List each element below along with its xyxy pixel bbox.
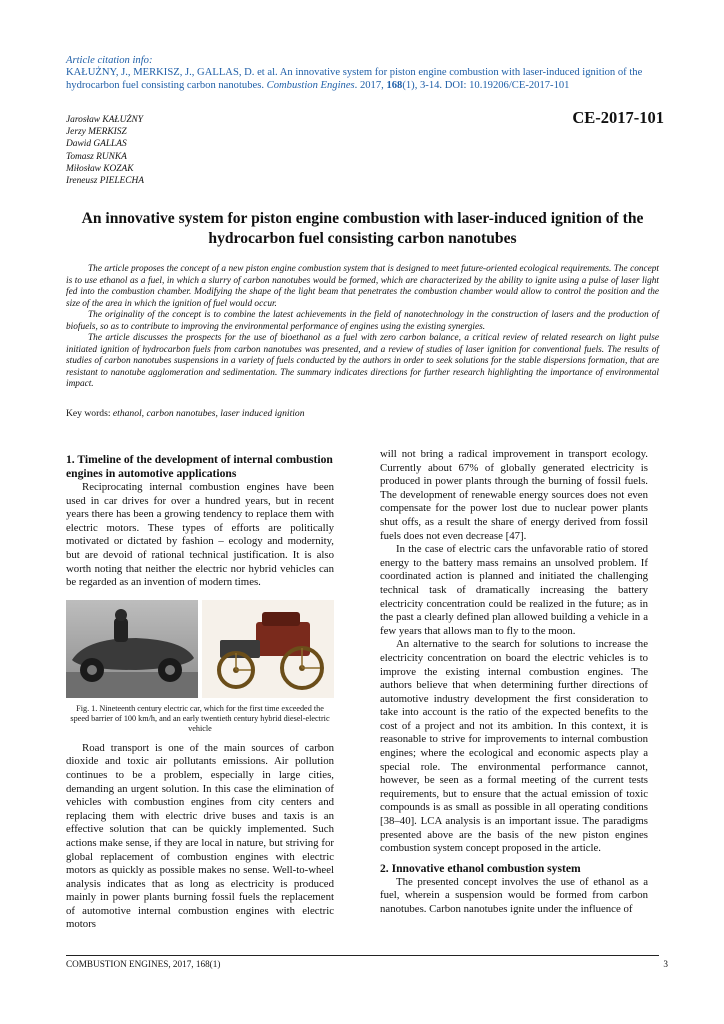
abstract-paragraph: The article discusses the prospects for the use of bioethanol as a fuel with zero carbon balance, a critical review of related research on light pulse initiated ignition of hydrocarbon fuels from carbon nanotubes was presented, and a review of studies of laser ignition for conventional fuels. The results of studies of carbon nanotubes suspensions in a variety of fuels conducted by the authors in order to seek solutions for the stable dispersions formation, that are resistant to nanotube agglomeration and sedimentation. The summary indicates directions for further research highlighting the importance of environmental impact. xyxy=(66,333,659,389)
footer-rule xyxy=(66,955,659,956)
body-paragraph: In the case of electric cars the unfavorable ratio of stored energy to the battery mass remains an unsolved problem. If coordinated action is planned and initiated the challenging technical task of dramatically increasing the battery electricity concentration could be realized in the future; as in the past a clearly defined plan allowed building a vehicle in a few years that allows man to fly to the moon. xyxy=(380,543,648,637)
section-heading: 1. Timeline of the development of internal combustion engines in automotive applications xyxy=(66,453,333,480)
keywords-label: Key words: xyxy=(66,408,113,419)
abstract xyxy=(66,264,659,391)
author: Dawid GALLAS xyxy=(66,139,127,150)
body-paragraph: Reciprocating internal combustion engines have been used in car drives for over a hundred years, but in recent years there has been a growing tendency to replace them with electric motors. These types of efforts are politically motivated or dictated by fashion – ecology and modernity, but are devoid of rational technical justification. It is also worth noting that neither the electric nor hybrid vehicles can be regarded as an invention of modern times. xyxy=(66,481,334,589)
citation-text xyxy=(66,67,666,92)
page-number: 3 xyxy=(663,959,668,969)
abstract-paragraph: The originality of the concept is to combine the latest achievements in the field of nanotechnology in the construction of lasers and the production of biofuels, so as to contribute to improving the environmental performance of engines using the existing synergies. xyxy=(66,310,659,332)
author: Jarosław KAŁUŻNY xyxy=(66,115,144,125)
figure-1 xyxy=(66,600,334,698)
figure-caption: Fig. 1. Nineteenth century electric car, which for the first time exceeded the speed barrier of 100 km/h, and an early twentieth century hybrid diesel-electric vehicle xyxy=(70,703,330,733)
citation-authors-title: KAŁUŻNY, J., MERKISZ, J., GALLAS, D. et al. An innovative system for piston engine combustion with laser-induced ignition of the hydrocarbon fuel consisting carbon nanotubes. xyxy=(66,67,643,91)
author: Miłosław KOZAK xyxy=(66,163,134,174)
abstract-paragraph: The article proposes the concept of a new piston engine combustion system that is designed to meet future-oriented ecological requirements. The concept is to use ethanol as a fuel, in which a slurry of carbon nanotubes would be formed, which are characterized by the ability to ignite using a pulse of laser light fed into the combustion chamber. Modifying the shape of the light beam that penetrates the combustion chamber would allow to control the position and the size of the area in which the ignition of fuel would occur. xyxy=(66,264,659,309)
author: Ireneusz PIELECHA xyxy=(66,176,145,187)
footer-journal: COMBUSTION ENGINES, 2017, 168(1) xyxy=(66,959,221,969)
body-paragraph: Road transport is one of the main sources of carbon dioxide and toxic air pollutants emissions. Air pollution continues to be a problem, especially in large cities, demanding an urgent solution. In this case the elimination of vehicles with combustion engines from city centers and replacing them with electric drive buses and taxis is an effective solution that can be quickly implemented. Such actions make sense, if they are local in nature, but striving for global replacement of combustion engines with electric motors as quickly as possible makes no sense. Well-to-wheel analysis indicates that as long as electricity is produced mainly in power plants burning fossil fuels the replacement of automotive internal combustion engines with electric motors xyxy=(66,741,334,931)
citation-year: . 2017, xyxy=(354,79,384,91)
keywords-value: ethanol, carbon nanotubes, laser induced ignition xyxy=(112,408,305,419)
left-column xyxy=(66,453,334,932)
author: Jerzy MERKISZ xyxy=(66,127,127,138)
author-list xyxy=(66,114,144,187)
citation-doi: (1), 3-14. DOI: 10.19206/CE-2017-101 xyxy=(402,79,570,91)
section-heading: 2. Innovative ethanol combustion system xyxy=(380,861,581,875)
paper-id: CE-2017-101 xyxy=(572,108,664,127)
citation-block xyxy=(66,55,666,92)
body-paragraph: will not bring a radical improvement in transport ecology. Currently about 67% of globally generated electricity is produced in power plants through the burning of fossil fuels. The development of renewable energy sources does not even compensate for the power lost due to nuclear power plants shut offs, as a result the share of energy derived from fossil fuels does not even decrease [47]. xyxy=(380,448,648,542)
paper-title: An innovative system for piston engine combustion with laser-induced ignition of the hydrocarbon fuel consisting carbon nanotubes xyxy=(81,210,644,247)
electric-car-photo xyxy=(66,600,198,698)
body-paragraph: An alternative to the search for solutions to increase the electricity concentration on board the electric vehicles is to improve the existing internal combustion engines. The authors believe that when determining further directions of automotive industry development the first consideration to take into account is the ratio of the expected benefits to the cost of a project and not its ambition. In this context, it is reasonable to strive for improvements to internal combustion engines; where the ecological and economic aspects play a special role. The environmental performance cannot, however, be seen as a formal meeting of the current tests requirements, but to ensure that the actual emission of toxic compounds is as small as possible in all operating conditions [38–40]. LCA analysis is an important issue. The paradigms presented above are the basis of the new piston engines combustion system concept proposed in the article. xyxy=(380,638,648,855)
citation-volume: 168 xyxy=(386,79,403,91)
citation-label: Article citation info: xyxy=(66,55,153,66)
right-column xyxy=(380,448,648,917)
hybrid-vehicle-photo xyxy=(202,600,334,698)
citation-journal: Combustion Engines xyxy=(266,79,355,91)
keywords xyxy=(66,408,305,419)
body-paragraph: The presented concept involves the use of ethanol as a fuel, wherein a suspension would be formed from carbon nanotubes. Carbon nanotubes ignite under the influence of xyxy=(380,875,648,915)
author: Tomasz RUNKA xyxy=(66,151,127,162)
